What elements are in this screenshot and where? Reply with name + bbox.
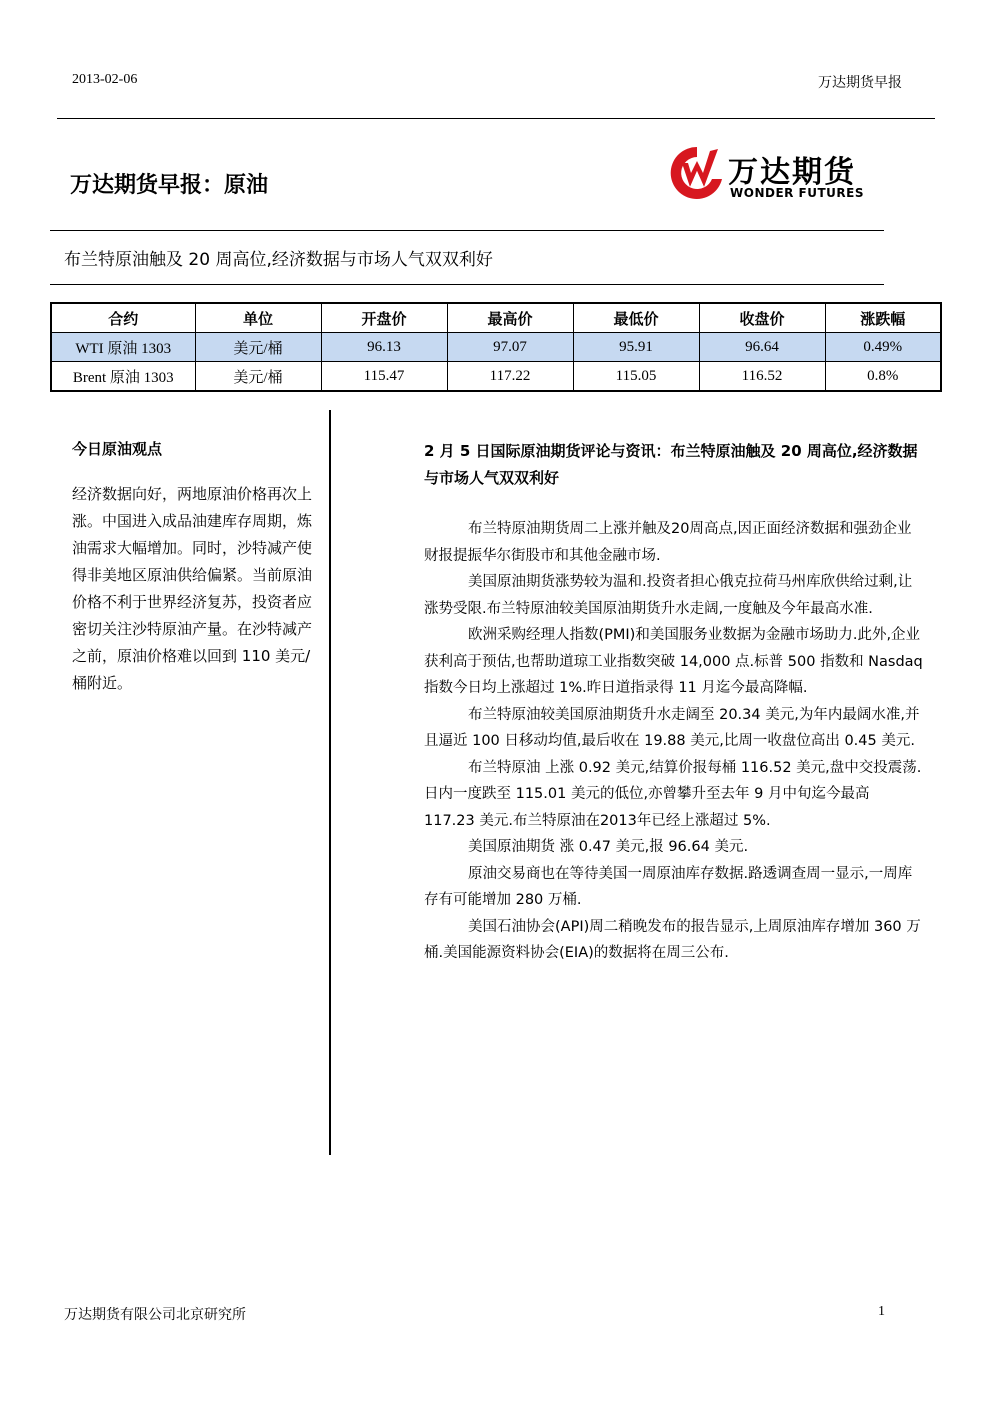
quotes-table (50, 302, 942, 392)
table-cell: 116.52 (699, 362, 825, 392)
table-header-cell: 最低价 (573, 303, 699, 333)
title-rule (50, 230, 884, 231)
table-cell: 95.91 (573, 333, 699, 362)
outlook-body: 经济数据向好，两地原油价格再次上涨。中国进入成品油建库存周期，炼油需求大幅增加。同时，沙特减产使得非美地区原油供给偏紧。当前原油价格不利于世界经济复苏，投资者应密切关注沙特原油产量。在沙特减产之前，原油价格难以回到 110 美元/桶附近。 (72, 485, 313, 692)
news-paragraph: 美国原油期货涨势较为温和.投资者担心俄克拉荷马州库欣供给过剩,让涨势受限.布兰特原油较美国原油期货升水走阔,一度触及今年最高水准. (424, 574, 913, 617)
table-cell: 96.64 (699, 333, 825, 362)
wonder-logo-icon (668, 143, 726, 205)
table-header-cell: 开盘价 (321, 303, 447, 333)
news-paragraph: 布兰特原油 上涨 0.92 美元,结算价报每桶 116.52 美元,盘中交投震荡.日内一度跌至 115.01 美元的低位,亦曾攀升至去年 9 月中旬迄今最高 117.23 美元.布兰特原油在2013年已经上涨超过 5%. (424, 759, 922, 829)
table-header-cell: 收盘价 (699, 303, 825, 333)
table-cell: Brent 原油 1303 (51, 362, 195, 392)
news-paragraph: 美国石油协会(API)周二稍晚发布的报告显示,上周原油库存增加 360 万桶.美国能源资料协会(EIA)的数据将在周三公布. (424, 918, 921, 961)
news-paragraph: 欧洲采购经理人指数(PMI)和美国服务业数据为金融市场助力.此外,企业获利高于预估,也帮助道琼工业指数突破 14,000 点.标普 500 指数和 Nasdaq 指数今日均上涨超过 1%.昨日道指录得 11 月迄今最高降幅. (424, 627, 923, 696)
table-cell: 96.13 (321, 333, 447, 362)
header-date: 2013-02-06 (72, 72, 138, 87)
news-paragraph: 原油交易商也在等待美国一周原油库存数据.路透调查周一显示,一周库存有可能增加 280 万桶. (424, 865, 913, 908)
outlook-heading: 今日原油观点 (72, 440, 163, 458)
logo-en-text: WONDER FUTURES (730, 186, 865, 200)
table-cell: 117.22 (447, 362, 573, 392)
table-cell: 0.8% (825, 362, 941, 392)
news-heading: 2 月 5 日国际原油期货评论与资讯：布兰特原油触及 20 周高位,经济数据与市场人气双双利好 (424, 442, 918, 487)
table-cell: 115.05 (573, 362, 699, 392)
company-logo (668, 143, 878, 205)
table-row (51, 362, 941, 392)
table-header-cell: 单位 (195, 303, 321, 333)
table-cell: 97.07 (447, 333, 573, 362)
table-header-cell: 涨跌幅 (825, 303, 941, 333)
news-paragraph: 布兰特原油较美国原油期货升水走阔至 20.34 美元,为年内最阔水准,并且逼近 100 日移动均值,最后收在 19.88 美元,比周一收盘位高出 0.45 美元. (424, 706, 920, 749)
table-header-cell: 最高价 (447, 303, 573, 333)
table-header-row (51, 303, 941, 333)
table-cell: 美元/桶 (195, 333, 321, 362)
header-publication: 万达期货早报 (818, 75, 902, 91)
table-header-cell: 合约 (51, 303, 195, 333)
subtitle-rule (50, 284, 884, 285)
column-divider (329, 410, 331, 1155)
news-column (424, 438, 924, 967)
page-number: 1 (878, 1304, 885, 1319)
outlook-column (72, 438, 322, 697)
table-cell: 0.49% (825, 333, 941, 362)
table-cell: WTI 原油 1303 (51, 333, 195, 362)
logo-cn-text: 万达期货 (728, 155, 856, 190)
news-paragraph: 美国原油期货 涨 0.47 美元,报 96.64 美元. (468, 839, 749, 855)
table-cell: 115.47 (321, 362, 447, 392)
page-title: 万达期货早报：原油 (70, 173, 269, 198)
news-paragraph: 布兰特原油期货周二上涨并触及20周高点,因正面经济数据和强劲企业财报提振华尔街股市和其他金融市场. (424, 521, 912, 564)
report-subtitle: 布兰特原油触及 20 周高位,经济数据与市场人气双双利好 (64, 250, 493, 270)
header-rule (57, 118, 935, 119)
news-body (424, 516, 924, 967)
footer-org: 万达期货有限公司北京研究所 (64, 1307, 246, 1323)
table-row (51, 333, 941, 362)
table-cell: 美元/桶 (195, 362, 321, 392)
